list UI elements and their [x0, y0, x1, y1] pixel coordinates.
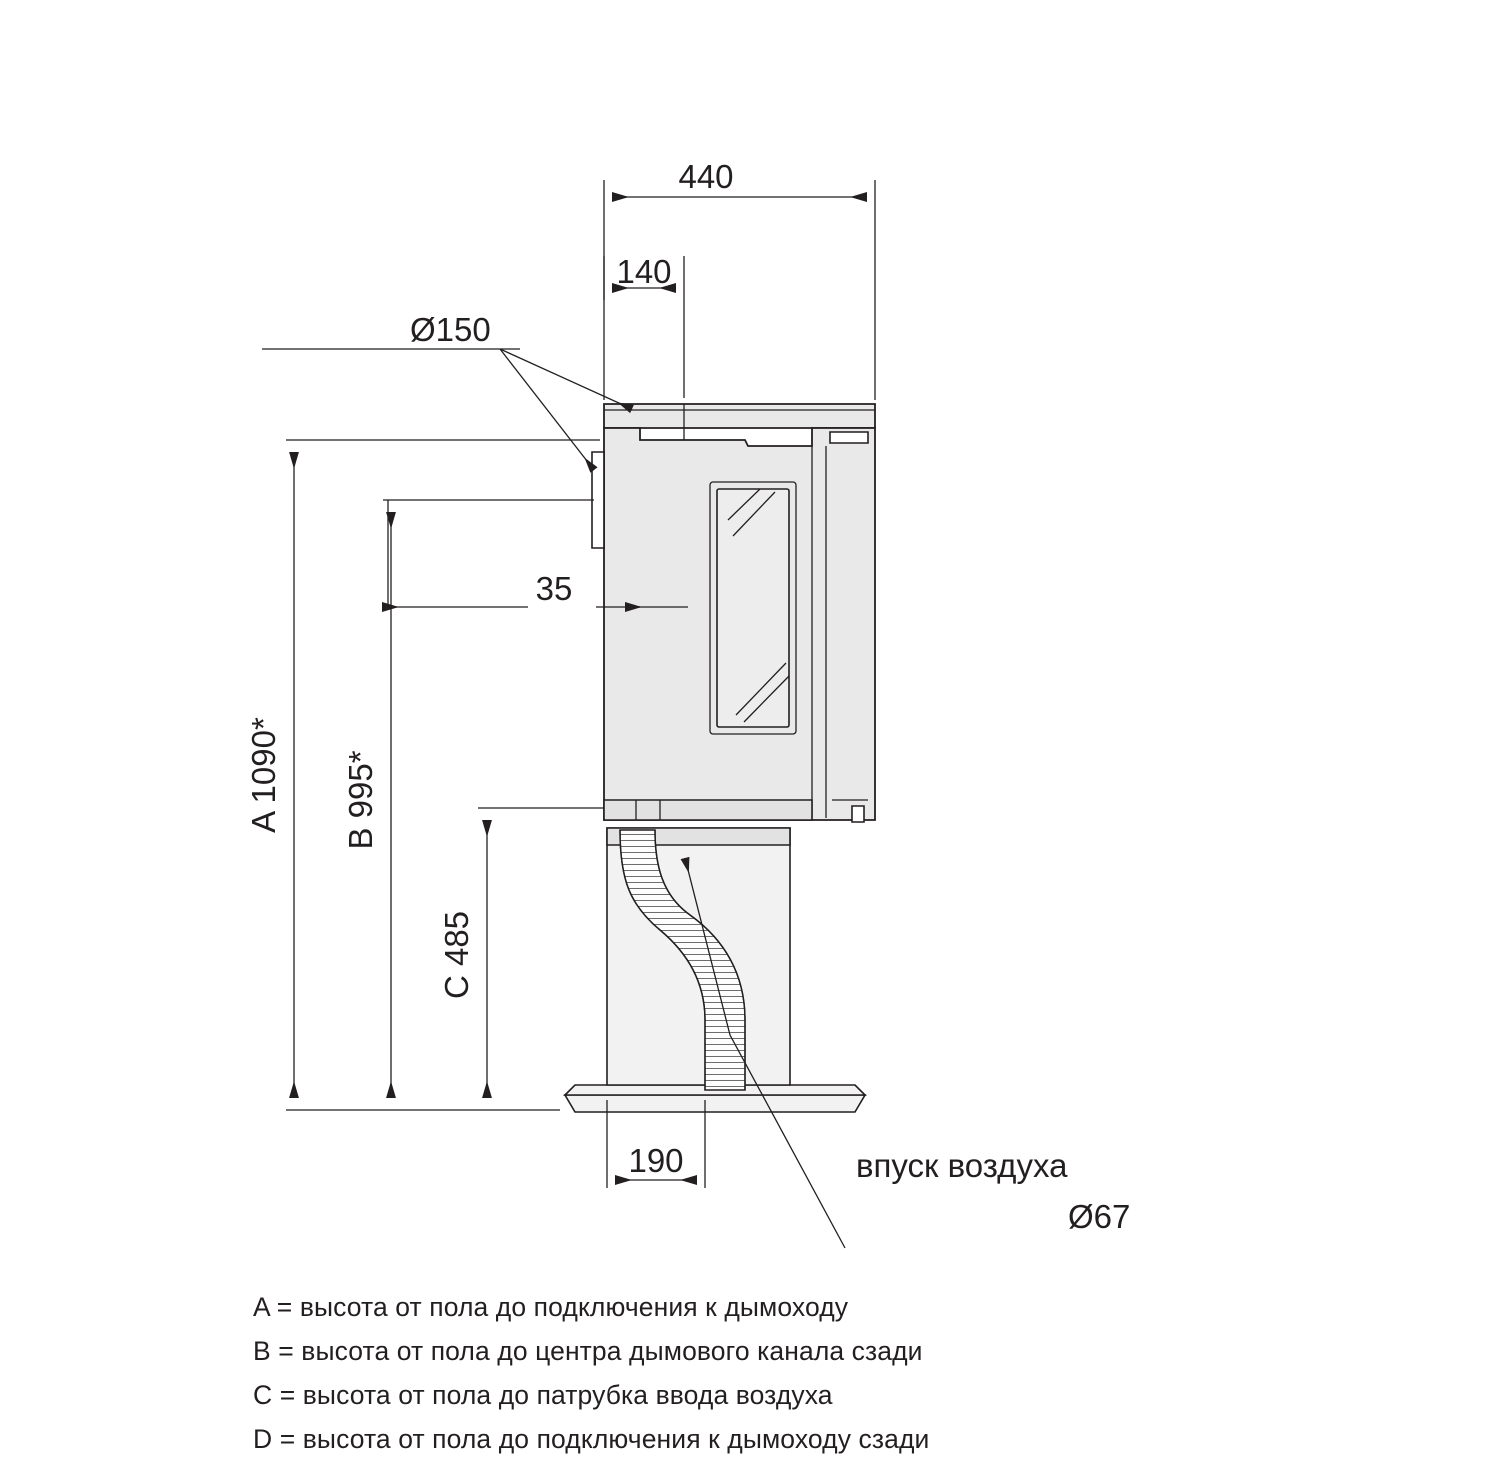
leader-flue-diameter: [262, 349, 632, 470]
dim-440: [604, 180, 875, 400]
dim-440-text: 440: [678, 158, 734, 195]
legend-line-c: C = высота от пола до патрубка ввода воздуха: [253, 1380, 833, 1410]
air-inlet-label: впуск воздуха: [856, 1147, 1068, 1184]
dim-c-485: [478, 808, 604, 1098]
dim-b-text: B 995*: [342, 750, 379, 850]
dim-140-text: 140: [616, 253, 672, 290]
stove-body: [592, 404, 875, 822]
dim-a-1090: [286, 440, 600, 1110]
dim-c-text: C 485: [438, 910, 475, 1000]
legend-line-d: D = высота от пола до подключения к дымоходу сзади: [253, 1424, 930, 1454]
dim-35-text: 35: [535, 570, 573, 607]
legend: [253, 1285, 1353, 1461]
dim-a-text: A 1090*: [245, 717, 282, 833]
legend-line-b: B = высота от пола до центра дымового канала сзади: [253, 1336, 923, 1366]
dim-flue-diameter-text: Ø150: [410, 311, 491, 348]
dim-190-text: 190: [628, 1142, 684, 1179]
legend-line-a: A = высота от пола до подключения к дымоходу: [253, 1292, 849, 1322]
air-inlet-diameter-text: Ø67: [1068, 1198, 1131, 1235]
